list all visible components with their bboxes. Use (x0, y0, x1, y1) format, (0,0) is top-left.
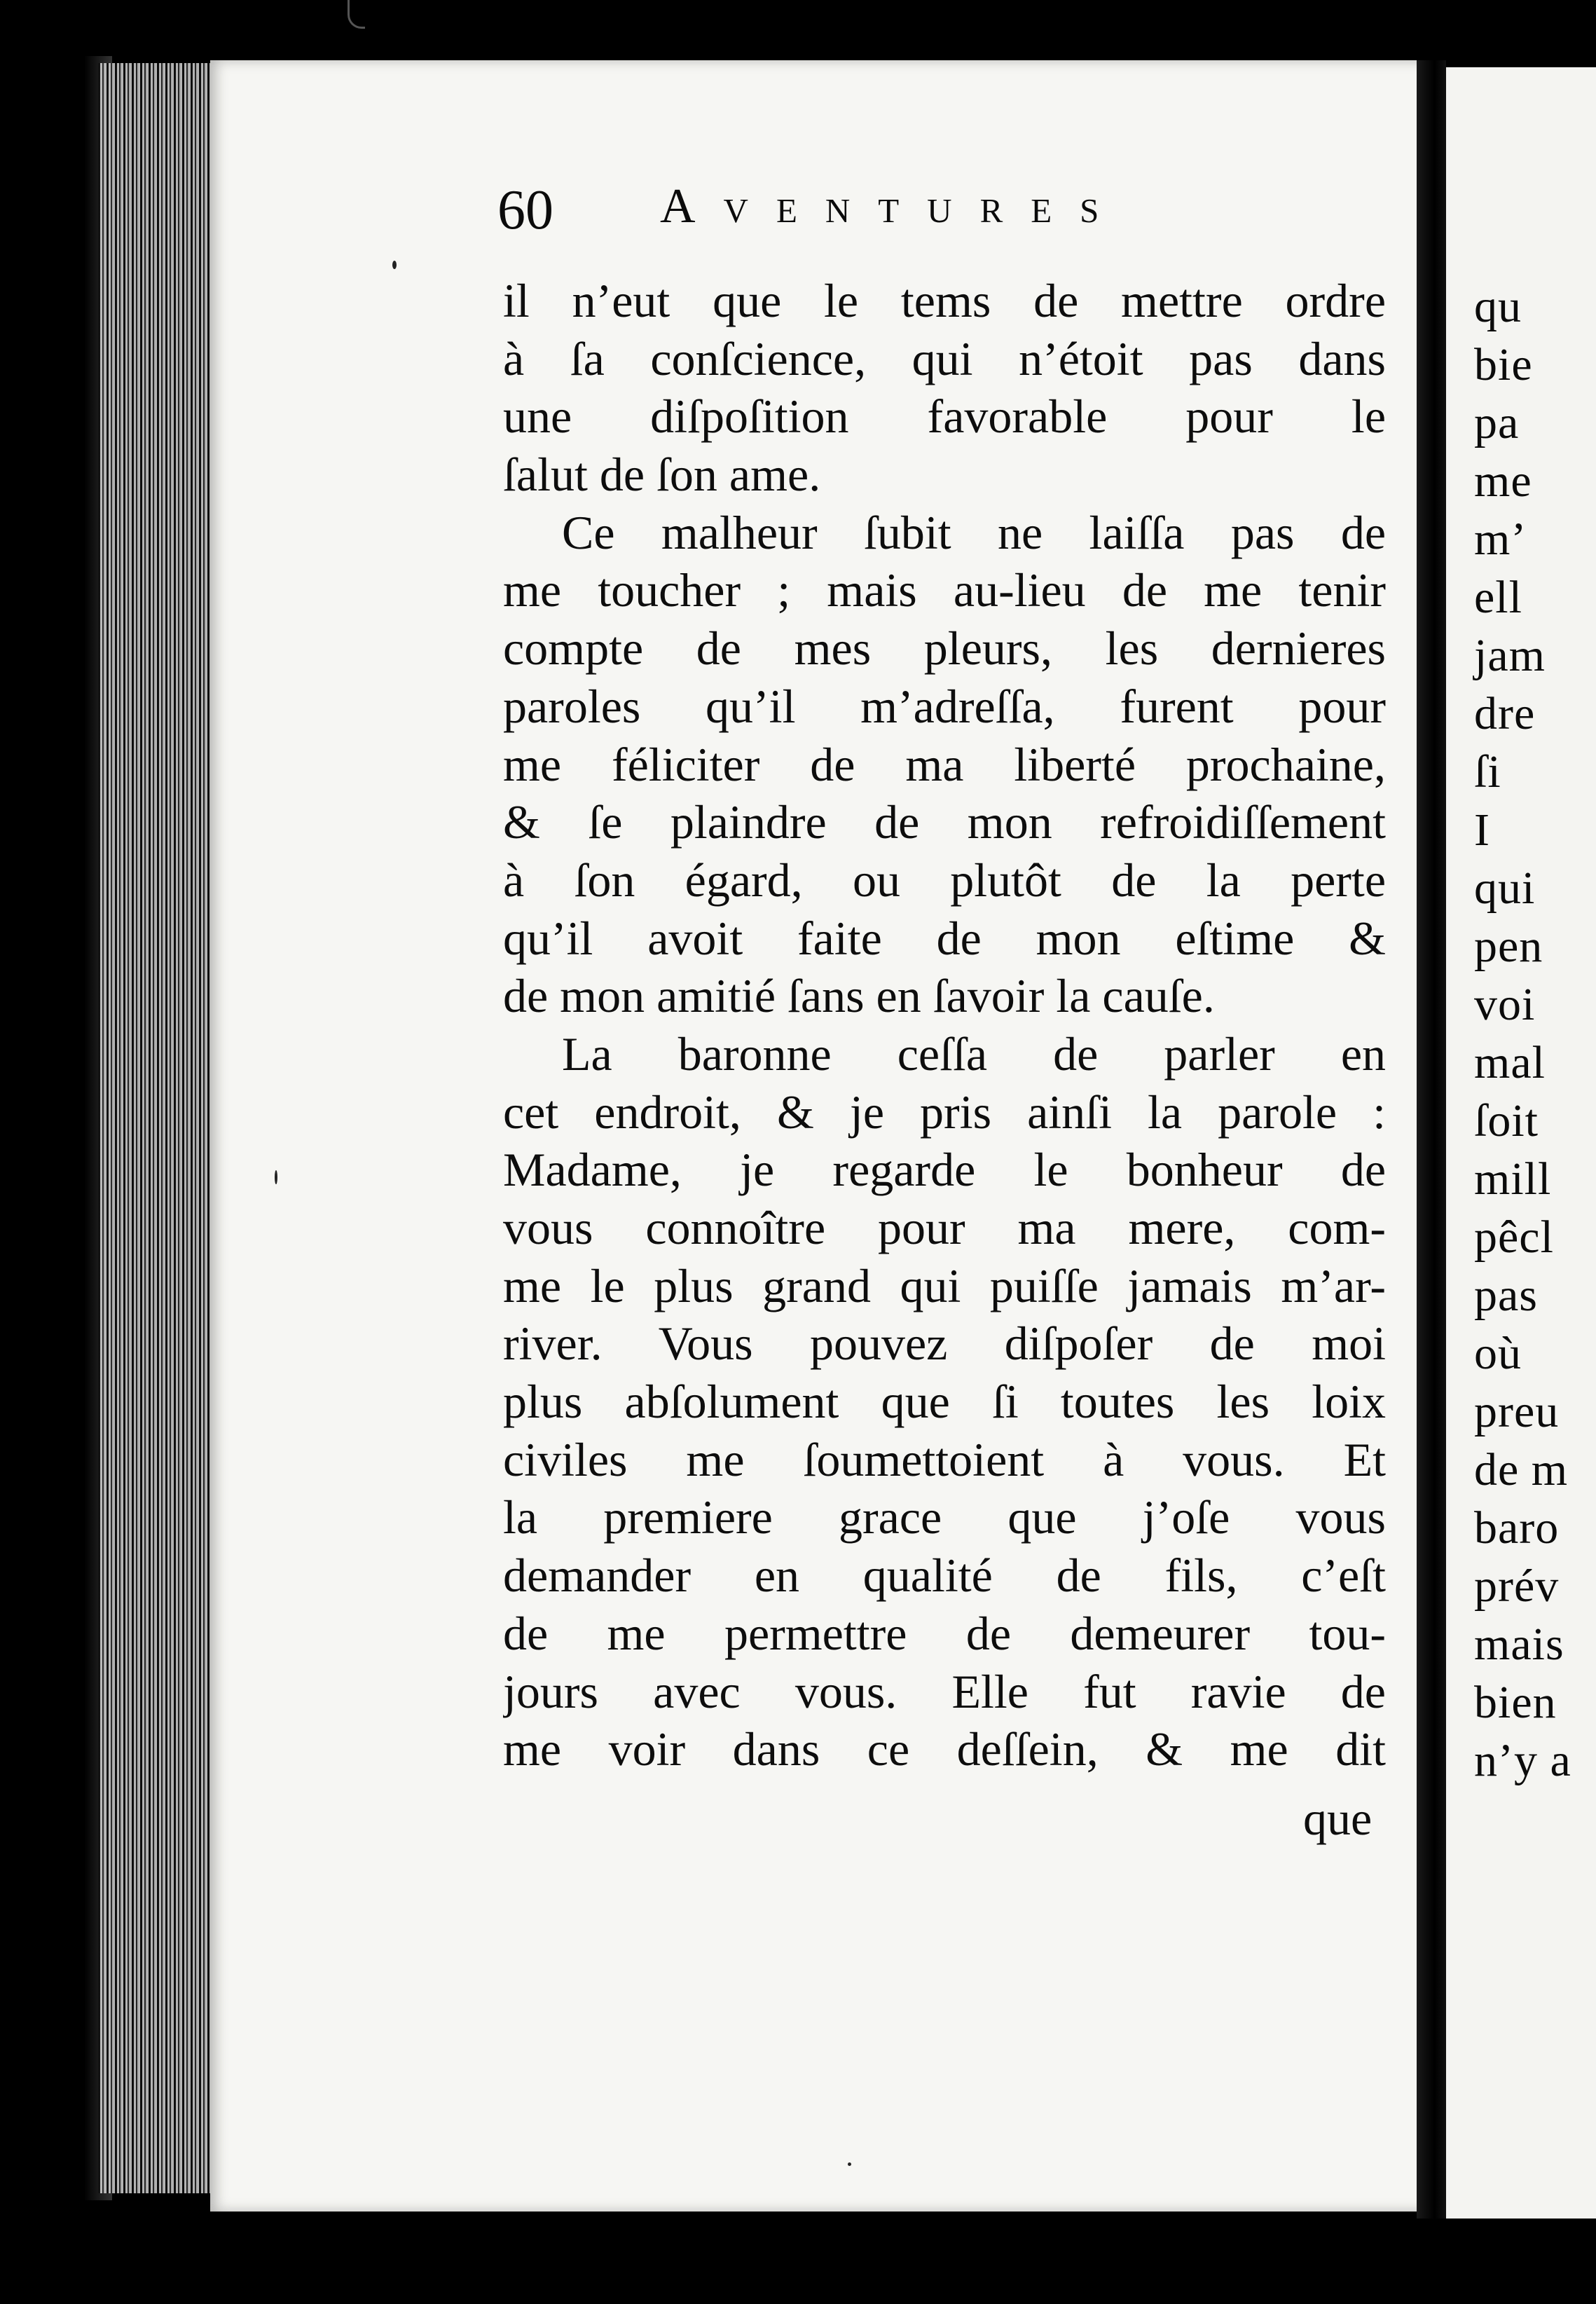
text-line: qu’il avoit faite de mon eſtime & (503, 911, 1386, 965)
facing-page-line: voi (1474, 979, 1536, 1030)
speck (275, 1170, 277, 1184)
facing-page-line: pas (1474, 1270, 1538, 1321)
text-line: me voir dans ce deſſein, & me dit (503, 1722, 1386, 1776)
facing-page-line: où (1474, 1328, 1522, 1379)
page-fore-edge (98, 63, 217, 2193)
text-line: river. Vous pouvez diſpoſer de moi (503, 1317, 1386, 1371)
text-line: ſalut de ſon ame. (503, 448, 821, 502)
speck (392, 261, 397, 269)
facing-page-line: baro (1474, 1502, 1560, 1554)
facing-page-line: preu (1474, 1386, 1560, 1437)
facing-page-line: prév (1474, 1561, 1560, 1612)
text-line: cet endroit, & je pris ainſi la parole : (503, 1085, 1386, 1139)
facing-page-line: m’ (1474, 514, 1527, 565)
text-line: la premiere grace que j’oſe vous (503, 1490, 1386, 1544)
facing-page-text (1474, 277, 1571, 1790)
facing-page-line: pêcl (1474, 1212, 1554, 1263)
page-number: 60 (497, 179, 553, 241)
text-line: paroles qu’il m’adreſſa, furent pour (503, 679, 1386, 733)
text-line: me toucher ; mais au-lieu de me tenir (503, 563, 1386, 617)
facing-page-line: de m (1474, 1444, 1569, 1495)
facing-page-line: mill (1474, 1153, 1552, 1205)
facing-page-line: n’y a (1474, 1735, 1571, 1786)
speck (848, 2162, 851, 2166)
facing-page-line: ſi (1474, 746, 1501, 797)
text-line: plus abſolument que ſi toutes les loix (503, 1375, 1386, 1429)
running-title: Aventures (660, 179, 1127, 233)
facing-page-line: mais (1474, 1619, 1564, 1670)
text-line: Madame, je regarde le bonheur de (503, 1143, 1386, 1197)
text-line: de me permettre de demeurer tou- (503, 1606, 1386, 1660)
facing-page (1446, 67, 1596, 2219)
text-line: à ſa conſcience, qui n’étoit pas dans (503, 331, 1386, 385)
text-line: & ſe plaindre de mon refroidiſſement (503, 795, 1386, 849)
text-line: Ce malheur ſubit ne laiſſa pas de (562, 505, 1386, 559)
facing-page-line: pa (1474, 397, 1520, 448)
text-line: il n’eut que le tems de mettre ordre (503, 274, 1386, 327)
facing-page-line: dre (1474, 688, 1536, 739)
facing-page-line: qui (1474, 863, 1536, 914)
text-line: compte de mes pleurs, les dernieres (503, 622, 1386, 676)
text-line: à ſon égard, ou plutôt de la perte (503, 853, 1386, 907)
catchword: que (1303, 1792, 1373, 1845)
text-line: demander en qualité de fils, c’eſt (503, 1549, 1386, 1603)
text-line: civiles me ſoumettoient à vous. Et (503, 1432, 1386, 1486)
facing-page-line: pen (1474, 921, 1543, 972)
facing-page-line: me (1474, 455, 1532, 507)
text-line: La baronne ceſſa de parler en (562, 1027, 1386, 1081)
text-line: de mon amitié ſans en ſavoir la cauſe. (503, 969, 1215, 1023)
facing-page-line: ſoit (1474, 1095, 1539, 1146)
facing-page-line: bie (1474, 339, 1533, 390)
text-line: me le plus grand qui puiſſe jamais m’ar- (503, 1259, 1386, 1312)
facing-page-line: bien (1474, 1677, 1557, 1728)
facing-page-line: jam (1474, 630, 1546, 681)
facing-page-line: qu (1474, 281, 1522, 332)
facing-page-line: ell (1474, 572, 1522, 623)
facing-page-line: mal (1474, 1037, 1546, 1088)
facing-page-line: I (1474, 804, 1490, 856)
text-line: une diſpoſition favorable pour le (503, 390, 1386, 444)
text-line: me féliciter de ma liberté prochaine, (503, 737, 1386, 791)
gutter (1417, 60, 1446, 2219)
running-head (497, 179, 1226, 256)
body-text (503, 272, 1386, 1778)
text-line: jours avec vous. Elle fut ravie de (503, 1664, 1386, 1718)
text-line: vous connoître pour ma mere, com- (503, 1201, 1386, 1254)
